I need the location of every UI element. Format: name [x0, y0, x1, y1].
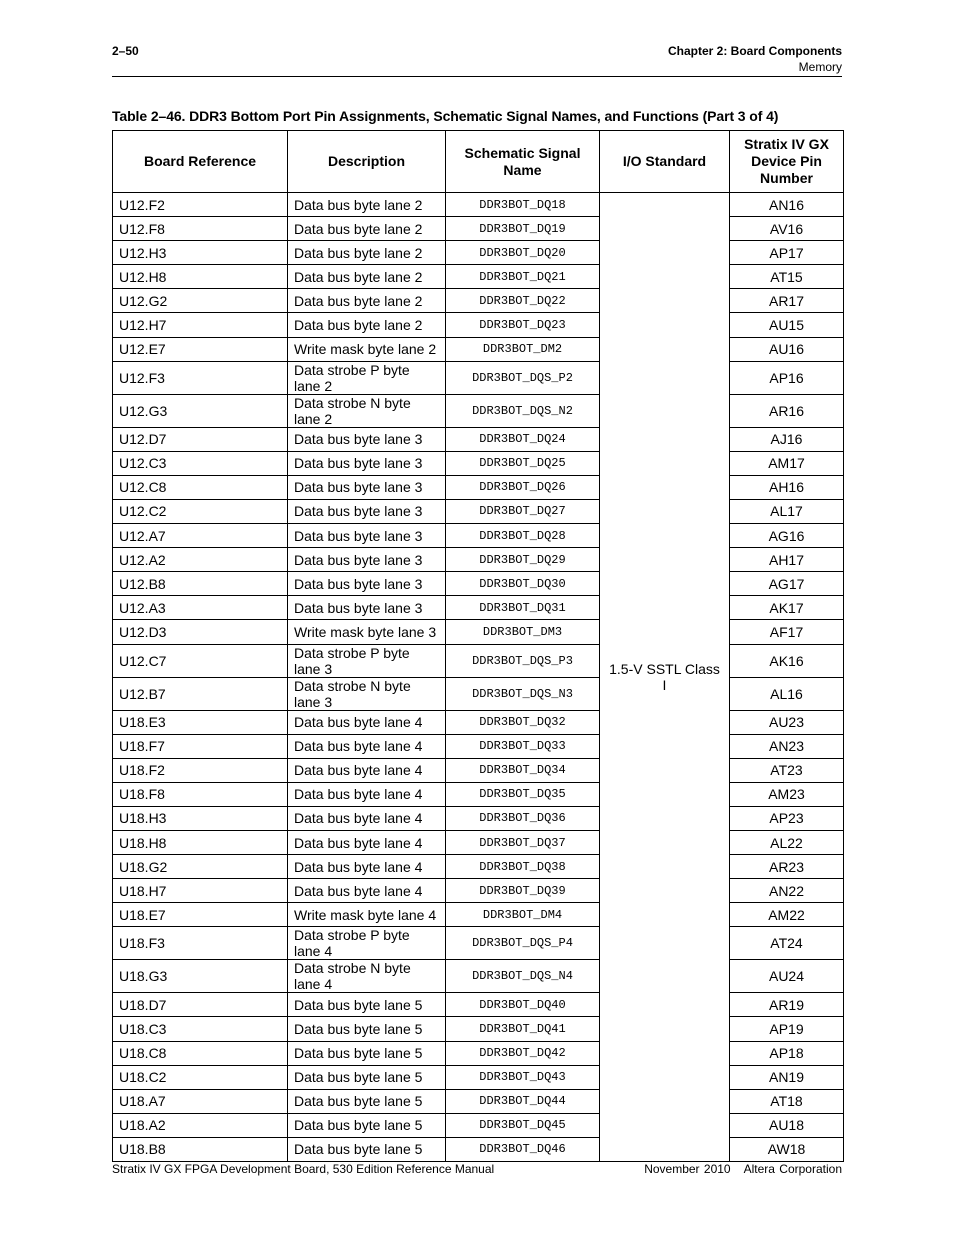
description-cell: Data strobe P byte lane 2	[288, 361, 446, 394]
table-row	[113, 879, 844, 903]
signal-name-cell: DDR3BOT_DQ42	[446, 1041, 600, 1065]
description-cell: Data strobe N byte lane 4	[288, 960, 446, 993]
table-row	[113, 806, 844, 830]
description-cell: Data bus byte lane 2	[288, 193, 446, 217]
footer-manual-title: Stratix IV GX FPGA Development Board, 530 Edition Reference Manual	[112, 1162, 495, 1176]
board-reference-cell: U18.H8	[113, 830, 288, 854]
pin-number-cell: AL22	[730, 830, 844, 854]
table-row	[113, 475, 844, 499]
pin-number-cell: AH16	[730, 475, 844, 499]
table-row	[113, 499, 844, 523]
page-number: 2–50	[112, 44, 139, 58]
board-reference-cell: U18.H3	[113, 806, 288, 830]
description-cell: Data strobe P byte lane 3	[288, 644, 446, 677]
pin-number-cell: AP18	[730, 1041, 844, 1065]
signal-name-cell: DDR3BOT_DQ39	[446, 879, 600, 903]
board-reference-cell: U12.B7	[113, 677, 288, 710]
description-cell: Data bus byte lane 5	[288, 1041, 446, 1065]
pin-number-cell: AU23	[730, 710, 844, 734]
description-cell: Data bus byte lane 5	[288, 1113, 446, 1137]
table-row	[113, 960, 844, 993]
signal-name-cell: DDR3BOT_DQ19	[446, 217, 600, 241]
table-row	[113, 1041, 844, 1065]
table-row	[113, 1089, 844, 1113]
description-cell: Data bus byte lane 4	[288, 855, 446, 879]
board-reference-cell: U18.C2	[113, 1065, 288, 1089]
column-header-pin-number: Stratix IV GX Device Pin Number	[730, 131, 844, 193]
table-row	[113, 758, 844, 782]
table-header-row	[113, 131, 844, 193]
column-header-description: Description	[288, 131, 446, 193]
description-cell: Data bus byte lane 5	[288, 1089, 446, 1113]
board-reference-cell: U12.A2	[113, 548, 288, 572]
pin-number-cell: AL17	[730, 499, 844, 523]
column-header-schematic-signal-name: Schematic Signal Name	[446, 131, 600, 193]
board-reference-cell: U12.F2	[113, 193, 288, 217]
pin-number-cell: AT23	[730, 758, 844, 782]
pin-number-cell: AF17	[730, 620, 844, 644]
signal-name-cell: DDR3BOT_DQ45	[446, 1113, 600, 1137]
table-row	[113, 734, 844, 758]
board-reference-cell: U18.B8	[113, 1137, 288, 1161]
board-reference-cell: U12.H7	[113, 313, 288, 337]
board-reference-cell: U18.A2	[113, 1113, 288, 1137]
chapter-title: Chapter 2: Board Components	[667, 44, 842, 58]
table-row	[113, 596, 844, 620]
board-reference-cell: U18.F7	[113, 734, 288, 758]
board-reference-cell: U12.H3	[113, 241, 288, 265]
signal-name-cell: DDR3BOT_DM4	[446, 903, 600, 927]
pin-number-cell: AT24	[730, 927, 844, 960]
pin-number-cell: AH17	[730, 548, 844, 572]
pin-number-cell: AN16	[730, 193, 844, 217]
pin-number-cell: AP23	[730, 806, 844, 830]
board-reference-cell: U18.C8	[113, 1041, 288, 1065]
board-reference-cell: U12.A3	[113, 596, 288, 620]
signal-name-cell: DDR3BOT_DQ25	[446, 451, 600, 475]
pin-number-cell: AJ16	[730, 427, 844, 451]
signal-name-cell: DDR3BOT_DQ41	[446, 1017, 600, 1041]
description-cell: Data bus byte lane 3	[288, 596, 446, 620]
table-row	[113, 855, 844, 879]
table-caption: Table 2–46. DDR3 Bottom Port Pin Assignments, Schematic Signal Names, and Functions (Part 3 of 4)	[112, 108, 779, 124]
description-cell: Data bus byte lane 2	[288, 265, 446, 289]
signal-name-cell: DDR3BOT_DM2	[446, 337, 600, 361]
pin-number-cell: AG16	[730, 524, 844, 548]
board-reference-cell: U18.D7	[113, 993, 288, 1017]
description-cell: Write mask byte lane 3	[288, 620, 446, 644]
table-row	[113, 830, 844, 854]
table-row	[113, 193, 844, 217]
signal-name-cell: DDR3BOT_DQS_P4	[446, 927, 600, 960]
signal-name-cell: DDR3BOT_DQ36	[446, 806, 600, 830]
pin-number-cell: AU18	[730, 1113, 844, 1137]
table-row	[113, 217, 844, 241]
column-header-board-reference: Board Reference	[113, 131, 288, 193]
description-cell: Data bus byte lane 3	[288, 548, 446, 572]
description-cell: Data bus byte lane 2	[288, 241, 446, 265]
description-cell: Data bus byte lane 4	[288, 879, 446, 903]
board-reference-cell: U18.E3	[113, 710, 288, 734]
table-row	[113, 710, 844, 734]
description-cell: Data bus byte lane 2	[288, 217, 446, 241]
board-reference-cell: U12.E7	[113, 337, 288, 361]
signal-name-cell: DDR3BOT_DQS_N2	[446, 394, 600, 427]
signal-name-cell: DDR3BOT_DQ37	[446, 830, 600, 854]
pin-number-cell: AM22	[730, 903, 844, 927]
table-row	[113, 993, 844, 1017]
signal-name-cell: DDR3BOT_DQS_P3	[446, 644, 600, 677]
table-row	[113, 1113, 844, 1137]
signal-name-cell: DDR3BOT_DQS_N4	[446, 960, 600, 993]
signal-name-cell: DDR3BOT_DQS_P2	[446, 361, 600, 394]
pin-number-cell: AR17	[730, 289, 844, 313]
description-cell: Data bus byte lane 3	[288, 427, 446, 451]
board-reference-cell: U12.B8	[113, 572, 288, 596]
io-standard-cell: 1.5-V SSTL Class I	[600, 193, 730, 1162]
signal-name-cell: DDR3BOT_DQ30	[446, 572, 600, 596]
description-cell: Data strobe N byte lane 2	[288, 394, 446, 427]
board-reference-cell: U18.A7	[113, 1089, 288, 1113]
board-reference-cell: U18.H7	[113, 879, 288, 903]
table-row	[113, 265, 844, 289]
table-row	[113, 427, 844, 451]
pin-number-cell: AN19	[730, 1065, 844, 1089]
table-row	[113, 620, 844, 644]
signal-name-cell: DDR3BOT_DQ32	[446, 710, 600, 734]
pin-number-cell: AG17	[730, 572, 844, 596]
header-rule	[112, 76, 842, 77]
description-cell: Data bus byte lane 2	[288, 289, 446, 313]
pin-number-cell: AR16	[730, 394, 844, 427]
pin-number-cell: AT18	[730, 1089, 844, 1113]
signal-name-cell: DDR3BOT_DQ38	[446, 855, 600, 879]
pin-number-cell: AK17	[730, 596, 844, 620]
pin-number-cell: AP19	[730, 1017, 844, 1041]
signal-name-cell: DDR3BOT_DQ20	[446, 241, 600, 265]
board-reference-cell: U12.A7	[113, 524, 288, 548]
pin-assignment-table	[112, 130, 844, 1162]
table-row	[113, 903, 844, 927]
pin-number-cell: AV16	[730, 217, 844, 241]
pin-number-cell: AT15	[730, 265, 844, 289]
running-header	[668, 43, 842, 75]
board-reference-cell: U12.C2	[113, 499, 288, 523]
table-row	[113, 644, 844, 677]
board-reference-cell: U12.C8	[113, 475, 288, 499]
pin-number-cell: AU16	[730, 337, 844, 361]
board-reference-cell: U12.D3	[113, 620, 288, 644]
table-row	[113, 572, 844, 596]
signal-name-cell: DDR3BOT_DQ18	[446, 193, 600, 217]
table-row	[113, 394, 844, 427]
table-row	[113, 361, 844, 394]
signal-name-cell: DDR3BOT_DQ26	[446, 475, 600, 499]
signal-name-cell: DDR3BOT_DQ33	[446, 734, 600, 758]
signal-name-cell: DDR3BOT_DQ28	[446, 524, 600, 548]
pin-number-cell: AU15	[730, 313, 844, 337]
board-reference-cell: U18.F3	[113, 927, 288, 960]
table-row	[113, 1137, 844, 1161]
board-reference-cell: U18.E7	[113, 903, 288, 927]
pin-number-cell: AM23	[730, 782, 844, 806]
description-cell: Data bus byte lane 4	[288, 758, 446, 782]
table-body	[113, 193, 844, 1162]
description-cell: Data bus byte lane 5	[288, 1017, 446, 1041]
board-reference-cell: U18.F2	[113, 758, 288, 782]
signal-name-cell: DDR3BOT_DQS_N3	[446, 677, 600, 710]
description-cell: Data bus byte lane 5	[288, 1137, 446, 1161]
board-reference-cell: U12.C7	[113, 644, 288, 677]
pin-number-cell: AK16	[730, 644, 844, 677]
pin-number-cell: AP16	[730, 361, 844, 394]
board-reference-cell: U12.G2	[113, 289, 288, 313]
signal-name-cell: DDR3BOT_DQ40	[446, 993, 600, 1017]
pin-number-cell: AW18	[730, 1137, 844, 1161]
signal-name-cell: DDR3BOT_DQ27	[446, 499, 600, 523]
description-cell: Data bus byte lane 4	[288, 806, 446, 830]
signal-name-cell: DDR3BOT_DQ44	[446, 1089, 600, 1113]
footer-date: November 2010	[644, 1162, 731, 1176]
signal-name-cell: DDR3BOT_DM3	[446, 620, 600, 644]
description-cell: Data bus byte lane 3	[288, 499, 446, 523]
table-row	[113, 927, 844, 960]
table-row	[113, 241, 844, 265]
board-reference-cell: U18.G3	[113, 960, 288, 993]
description-cell: Data bus byte lane 5	[288, 993, 446, 1017]
column-header-io-standard: I/O Standard	[600, 131, 730, 193]
pin-number-cell: AM17	[730, 451, 844, 475]
table-row	[113, 451, 844, 475]
table-row	[113, 524, 844, 548]
description-cell: Data bus byte lane 2	[288, 313, 446, 337]
section-title: Memory	[798, 60, 842, 74]
board-reference-cell: U18.C3	[113, 1017, 288, 1041]
description-cell: Write mask byte lane 4	[288, 903, 446, 927]
table-row	[113, 548, 844, 572]
table-row	[113, 1017, 844, 1041]
table-row	[113, 782, 844, 806]
table-row	[113, 289, 844, 313]
board-reference-cell: U12.D7	[113, 427, 288, 451]
description-cell: Data bus byte lane 4	[288, 830, 446, 854]
board-reference-cell: U12.F3	[113, 361, 288, 394]
board-reference-cell: U12.G3	[113, 394, 288, 427]
description-cell: Data bus byte lane 5	[288, 1065, 446, 1089]
signal-name-cell: DDR3BOT_DQ29	[446, 548, 600, 572]
signal-name-cell: DDR3BOT_DQ24	[446, 427, 600, 451]
pin-number-cell: AP17	[730, 241, 844, 265]
signal-name-cell: DDR3BOT_DQ22	[446, 289, 600, 313]
description-cell: Data bus byte lane 3	[288, 572, 446, 596]
pin-number-cell: AR23	[730, 855, 844, 879]
description-cell: Data bus byte lane 3	[288, 475, 446, 499]
pin-number-cell: AR19	[730, 993, 844, 1017]
signal-name-cell: DDR3BOT_DQ43	[446, 1065, 600, 1089]
pin-number-cell: AN22	[730, 879, 844, 903]
table-row	[113, 337, 844, 361]
signal-name-cell: DDR3BOT_DQ23	[446, 313, 600, 337]
board-reference-cell: U18.F8	[113, 782, 288, 806]
description-cell: Data strobe P byte lane 4	[288, 927, 446, 960]
description-cell: Data bus byte lane 4	[288, 710, 446, 734]
pin-number-cell: AN23	[730, 734, 844, 758]
description-cell: Data bus byte lane 3	[288, 451, 446, 475]
footer-company: Altera Corporation	[743, 1162, 842, 1176]
signal-name-cell: DDR3BOT_DQ46	[446, 1137, 600, 1161]
pin-number-cell: AU24	[730, 960, 844, 993]
board-reference-cell: U12.F8	[113, 217, 288, 241]
description-cell: Data strobe N byte lane 3	[288, 677, 446, 710]
table-row	[113, 677, 844, 710]
description-cell: Data bus byte lane 3	[288, 524, 446, 548]
board-reference-cell: U12.H8	[113, 265, 288, 289]
signal-name-cell: DDR3BOT_DQ31	[446, 596, 600, 620]
description-cell: Data bus byte lane 4	[288, 782, 446, 806]
pin-number-cell: AL16	[730, 677, 844, 710]
signal-name-cell: DDR3BOT_DQ21	[446, 265, 600, 289]
board-reference-cell: U18.G2	[113, 855, 288, 879]
description-cell: Write mask byte lane 2	[288, 337, 446, 361]
signal-name-cell: DDR3BOT_DQ34	[446, 758, 600, 782]
table-row	[113, 313, 844, 337]
board-reference-cell: U12.C3	[113, 451, 288, 475]
footer-publication	[644, 1162, 842, 1176]
signal-name-cell: DDR3BOT_DQ35	[446, 782, 600, 806]
description-cell: Data bus byte lane 4	[288, 734, 446, 758]
table-row	[113, 1065, 844, 1089]
